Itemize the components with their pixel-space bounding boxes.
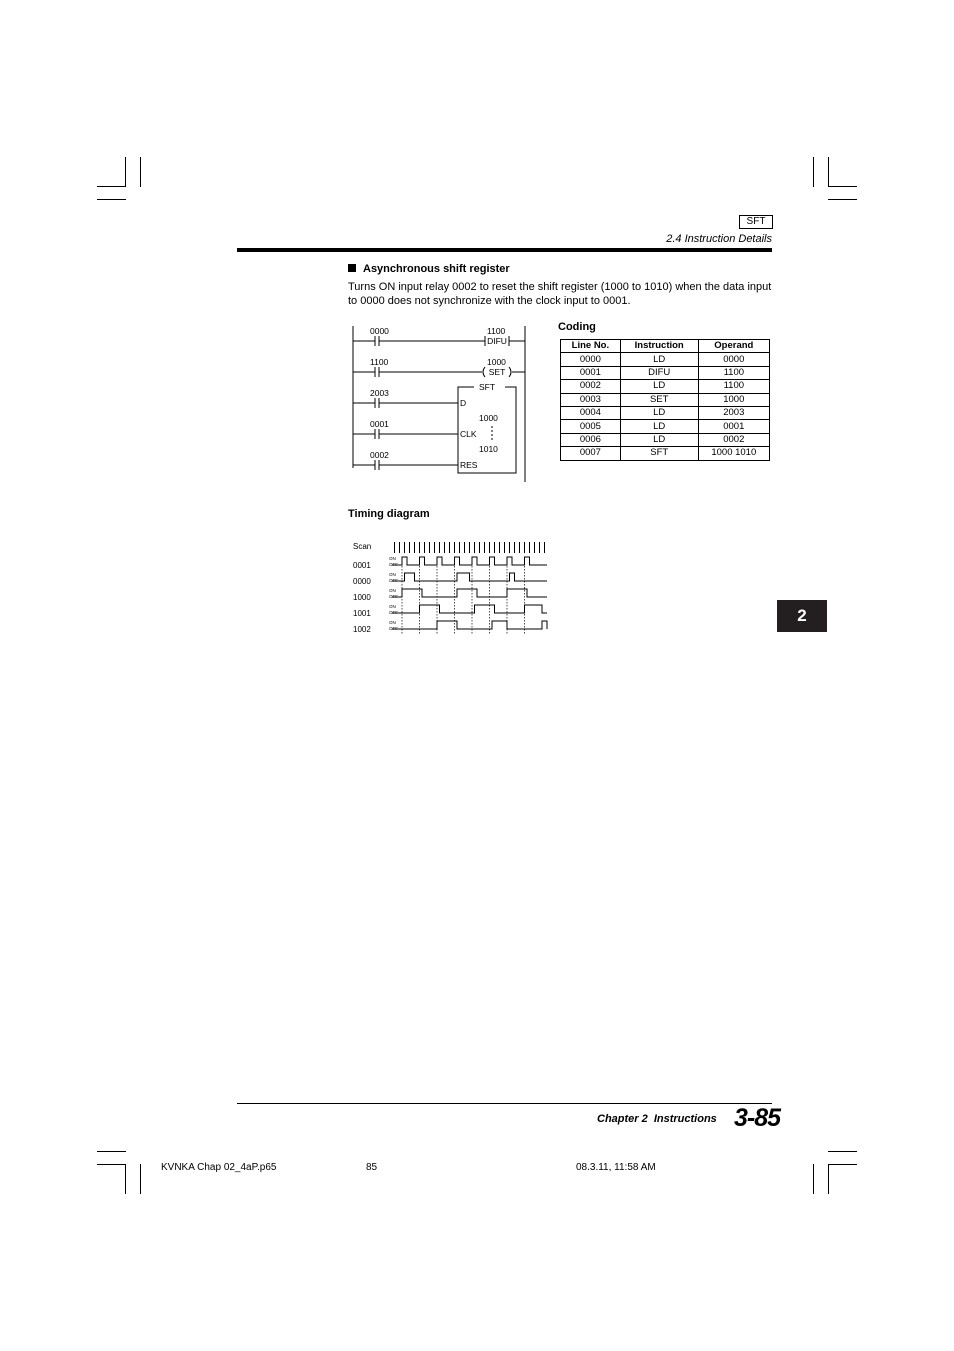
off-label: OFF	[389, 562, 398, 567]
signal-waveform	[392, 589, 547, 597]
signal-waveform	[392, 557, 547, 565]
table-cell: LD	[620, 380, 698, 393]
crop-mark	[828, 1151, 857, 1152]
block-title: SFT	[479, 382, 496, 392]
crop-mark	[140, 157, 141, 187]
table-cell: 1000	[698, 393, 769, 406]
table-cell: LD	[620, 420, 698, 433]
signal-waveform	[392, 621, 547, 629]
on-label: ON	[389, 604, 396, 609]
table-cell: LD	[620, 433, 698, 446]
on-label: ON	[389, 572, 396, 577]
ladder-contact-label: 0001	[370, 419, 389, 429]
table-row	[561, 433, 770, 446]
header-rule	[237, 248, 772, 252]
signal-label: 1001	[353, 609, 371, 618]
table-row	[561, 393, 770, 406]
off-label: OFF	[389, 626, 398, 631]
table-cell: 0001	[698, 420, 769, 433]
crop-mark	[125, 157, 126, 187]
table-cell: SFT	[620, 447, 698, 460]
table-row	[561, 353, 770, 366]
table-cell: 1100	[698, 366, 769, 379]
off-label: OFF	[389, 594, 398, 599]
slug-timestamp: 08.3.11, 11:58 AM	[576, 1162, 656, 1173]
table-row	[561, 366, 770, 379]
column-header: Instruction	[620, 340, 698, 353]
table-cell: DIFU	[620, 366, 698, 379]
footer-rule	[237, 1103, 772, 1104]
coding-table	[560, 339, 770, 461]
off-label: OFF	[389, 578, 398, 583]
block-input-label: D	[460, 398, 467, 408]
block-range-start: 1000	[479, 413, 498, 423]
chapter-tab: 2	[777, 600, 827, 632]
ladder-contact-label: 1100	[370, 357, 389, 367]
block-range-end: 1010	[479, 444, 498, 454]
section-body: Turns ON input relay 0002 to reset the shift register (1000 to 1010) when the data input to 0000 does not synchronize with the clock input to 0001.	[348, 281, 772, 307]
table-row	[561, 447, 770, 460]
ladder-output-label: 1100	[487, 326, 506, 336]
table-cell: 1000 1010	[698, 447, 769, 460]
crop-mark	[140, 1164, 141, 1194]
timing-title: Timing diagram	[348, 508, 430, 520]
signal-waveform	[392, 605, 547, 613]
signal-label: 0000	[353, 577, 371, 586]
on-label: ON	[389, 556, 396, 561]
crop-mark	[828, 157, 829, 187]
signal-label: 1000	[353, 593, 371, 602]
page-number: 3-85	[734, 1104, 781, 1132]
table-cell: 0002	[561, 380, 621, 393]
table-row	[561, 406, 770, 419]
table-cell: LD	[620, 406, 698, 419]
ladder-contact-label: 2003	[370, 388, 389, 398]
crop-mark	[97, 1164, 126, 1165]
table-cell: 0006	[561, 433, 621, 446]
table-row	[561, 380, 770, 393]
section-label: 2.4 Instruction Details	[666, 233, 772, 245]
signal-label: 0001	[353, 561, 371, 570]
table-cell: 0004	[561, 406, 621, 419]
crop-mark	[97, 199, 126, 200]
block-input-label: RES	[460, 460, 478, 470]
heading-text: Asynchronous shift register	[363, 263, 510, 275]
footer-chapter: Chapter 2 Instructions	[597, 1113, 717, 1125]
table-cell: SET	[620, 393, 698, 406]
ladder-output-label: 1000	[487, 357, 506, 367]
crop-mark	[97, 1151, 126, 1152]
table-cell: 0000	[698, 353, 769, 366]
table-cell: 0003	[561, 393, 621, 406]
ladder-contact-label: 0002	[370, 450, 389, 460]
crop-mark	[125, 1164, 126, 1194]
table-cell: 0000	[561, 353, 621, 366]
column-header: Line No.	[561, 340, 621, 353]
slug-file: KVNKA Chap 02_4aP.p65	[161, 1162, 277, 1173]
crop-mark	[828, 1164, 857, 1165]
signal-label: 1002	[353, 625, 371, 634]
table-row	[561, 420, 770, 433]
crop-mark	[813, 1164, 814, 1194]
coding-title: Coding	[558, 321, 596, 333]
table-cell: 0007	[561, 447, 621, 460]
on-label: ON	[389, 588, 396, 593]
crop-mark	[97, 186, 126, 187]
table-cell: 0002	[698, 433, 769, 446]
crop-mark	[813, 157, 814, 187]
table-cell: 0001	[561, 366, 621, 379]
table-header-row	[561, 340, 770, 353]
column-header: Operand	[698, 340, 769, 353]
table-cell: 0005	[561, 420, 621, 433]
table-cell: LD	[620, 353, 698, 366]
table-cell: 2003	[698, 406, 769, 419]
table-cell: 1100	[698, 380, 769, 393]
ladder-contact-label: 0000	[370, 326, 389, 336]
square-bullet-icon	[348, 264, 356, 272]
off-label: OFF	[389, 610, 398, 615]
ladder-diagram	[340, 320, 540, 485]
section-heading	[348, 263, 510, 275]
ladder-output-instruction: SET	[488, 367, 506, 377]
slug-sheet: 85	[366, 1162, 378, 1173]
on-label: ON	[389, 620, 396, 625]
crop-mark	[828, 199, 857, 200]
crop-mark	[828, 186, 857, 187]
block-input-label: CLK	[460, 429, 477, 439]
scan-label: Scan	[353, 542, 372, 551]
instruction-badge: SFT	[739, 215, 773, 229]
crop-mark	[828, 1164, 829, 1194]
timing-diagram	[345, 535, 555, 640]
ladder-output-instruction: DIFU	[487, 336, 507, 346]
signal-waveform	[392, 573, 547, 581]
